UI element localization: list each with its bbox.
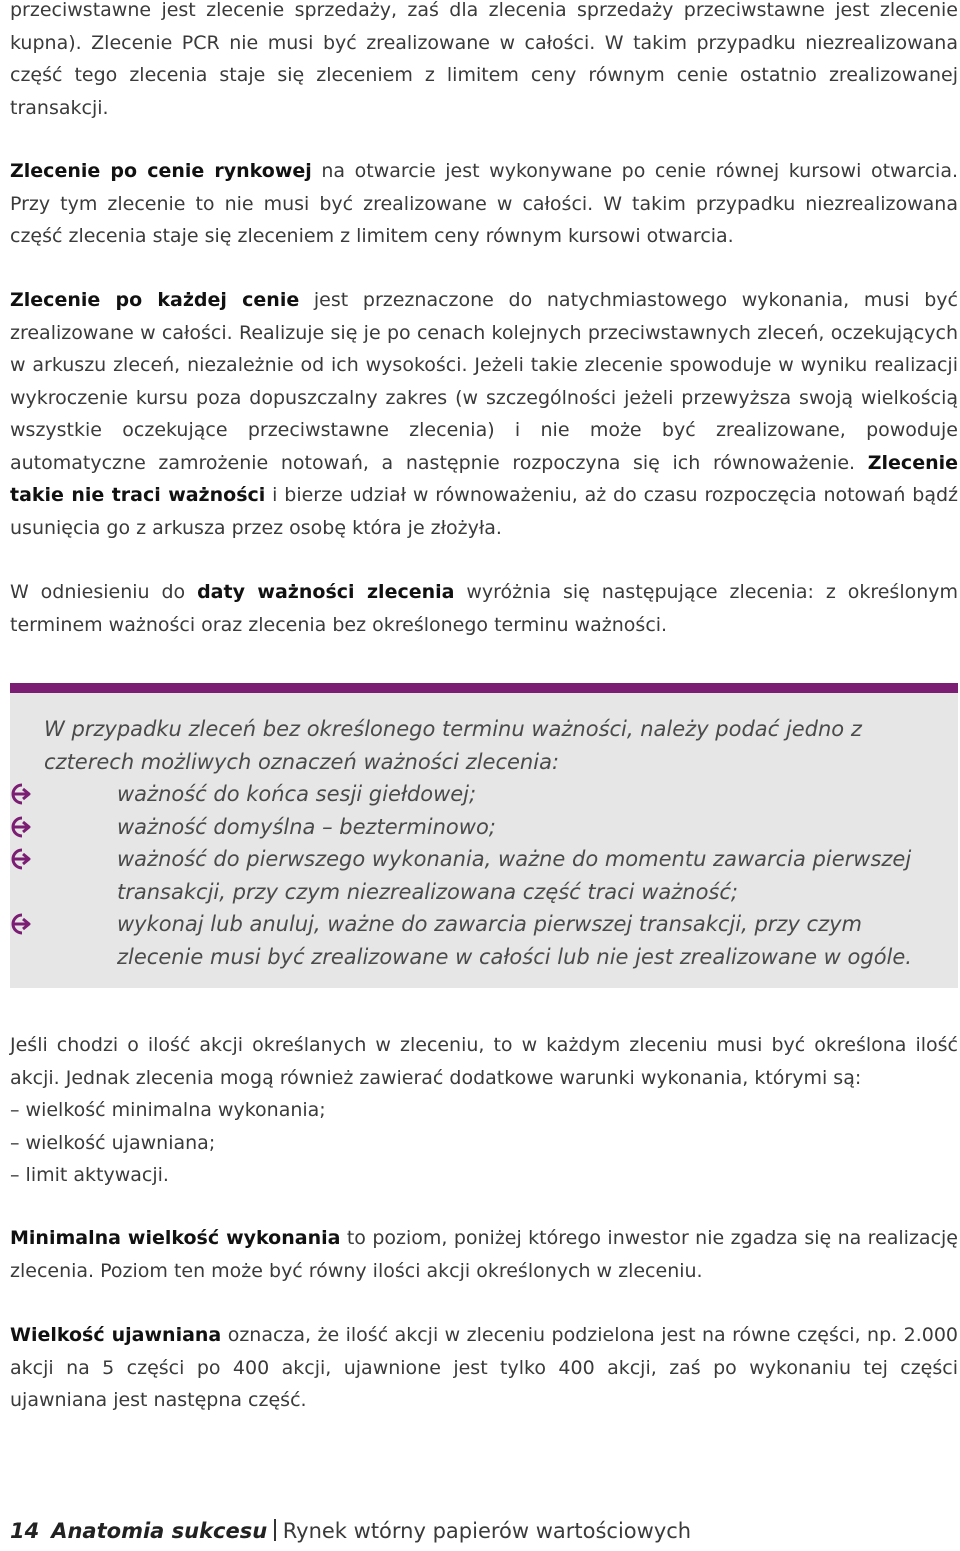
term-validity-date: daty ważności zlecenia [197, 581, 455, 603]
paragraph-disclosed-size [10, 1319, 958, 1417]
paragraph-text: to poziom, poniżej którego inwestor nie zgadza się na realizację zlecenia. Poziom ten może być równy ilości akcji określonych w zleceniu. [10, 1227, 958, 1282]
publication-brand: Anatomia sukcesu [51, 1519, 268, 1543]
term-market-order: Zlecenie po cenie rynkowej [10, 160, 312, 182]
paragraph-any-price-order [10, 284, 958, 544]
footer-separator [274, 1519, 276, 1541]
term-any-price-order: Zlecenie po każdej cenie [10, 289, 300, 311]
callout-content [44, 713, 934, 973]
paragraph-text: Jeśli chodzi o ilość akcji określanych w zleceniu, to w każdym zleceniu musi być określona ilość akcji. Jednak zlecenia mogą również zawierać dodatkowe warunki wykonania, którymi są: [10, 1034, 958, 1089]
validity-option-text: ważność domyślna – bezterminowo; [117, 814, 496, 839]
paragraph-text: wyróżnia się następujące zlecenia: z określonym terminem ważności oraz zlecenia bez określonego terminu ważności. [10, 581, 959, 636]
validity-option-item [44, 843, 934, 908]
paragraph-text: oznacza, że ilość akcji w zleceniu podzielona jest na równe części, np. 2.000 akcji na 5 części po 400 akcji, ujawnione jest tylko 400 akcji, zaś po wykonaniu tej części ujawniana jest następna część. [10, 1324, 959, 1411]
paragraph-market-order [10, 155, 958, 253]
paragraph-validity-date [10, 576, 958, 641]
validity-options-list [44, 778, 934, 973]
term-disclosed-size: Wielkość ujawniana [10, 1324, 222, 1346]
callout-intro: W przypadku zleceń bez określonego terminu ważności, należy podać jedno z czterech możliwych oznaczeń ważności zlecenia: [44, 717, 862, 774]
validity-option-text: wykonaj lub anuluj, ważne do zawarcia pierwszej transakcji, przy czym zlecenie musi być zrealizowane w całości lub nie jest zrealizowane w ogóle. [117, 912, 912, 969]
page-footer [10, 1515, 950, 1547]
paragraph-text: i bierze udział w równoważeniu, aż do czasu rozpoczęcia notowań bądź usunięcia go z arkusza przez osobę która je złożyła. [10, 484, 958, 539]
term-minimum-size: Minimalna wielkość wykonania [10, 1227, 341, 1249]
arrow-circle-icon [9, 848, 33, 870]
paragraph-pcr-order: przeciwstawne jest zlecenie sprzedaży, zaś dla zlecenia sprzedaży przeciwstawne jest zlecenie kupna). Zlecenie PCR nie musi być zrealizowane w całości. W takim przypadku niezrealizowana część tego zlecenia staje się zleceniem z limitem ceny równym cenie ostatnio zrealizowanej transakcji. [10, 0, 958, 119]
validity-option-text: ważność do pierwszego wykonania, ważne do momentu zawarcia pierwszej transakcji, przy czym niezrealizowana część traci ważność; [117, 847, 912, 904]
condition-list-item: – limit aktywacji. [10, 1164, 169, 1186]
arrow-circle-icon [9, 913, 33, 935]
page-number: 14 [10, 1519, 40, 1543]
validity-option-item [44, 778, 934, 811]
paragraph-lead: W odniesieniu do [10, 581, 198, 603]
section-title: Rynek wtórny papierów wartościowych [282, 1519, 692, 1543]
paragraph-text: jest przeznaczone do natychmiastowego wykonania, musi być zrealizowane w całości. Realizuje się je po cenach kolejnych przeciwstawnych zleceń, oczekujących w arkuszu zleceń, niezależnie od ich wysokości. Jeżeli takie zlecenie spowoduje w wyniku realizacji wykroczenie kursu poza dopuszczalny zakres (w szczególności jeżeli przewyższa swoją wielkością wszystkie oczekujące przeciwstawne zlecenia) i nie może być zrealizowane, powoduje automatyczne zamrożenie notowań, a następnie rozpoczyna się ich równoważenie. [10, 289, 958, 474]
condition-list-item: – wielkość minimalna wykonania; [10, 1099, 326, 1121]
arrow-circle-icon [9, 816, 33, 838]
condition-list-item: – wielkość ujawniana; [10, 1131, 216, 1154]
paragraph-additional-conditions [10, 1029, 958, 1192]
validity-option-item [44, 811, 934, 844]
paragraph-minimum-size [10, 1222, 958, 1287]
term-order-validity: Zlecenie takie nie traci ważności [10, 451, 958, 506]
validity-callout-box [10, 683, 958, 988]
validity-option-text: ważność do końca sesji giełdowej; [117, 782, 477, 806]
arrow-circle-icon [9, 783, 33, 805]
paragraph-text: na otwarcie jest wykonywane po cenie równej kursowi otwarcia. Przy tym zlecenie to nie musi być zrealizowane w całości. W takim przypadku niezrealizowana część zlecenia staje się zleceniem z limitem ceny równym kursowi otwarcia. [10, 160, 959, 247]
validity-option-item [44, 908, 934, 973]
